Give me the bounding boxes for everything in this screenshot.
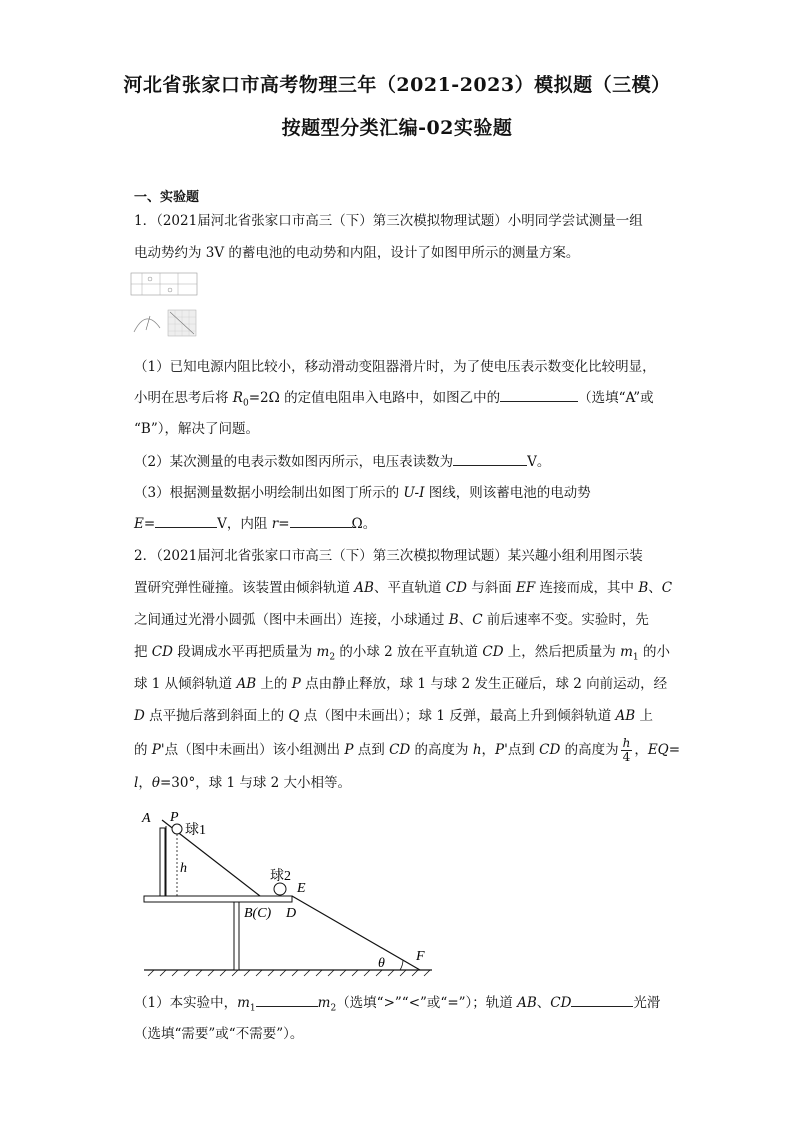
doc-title-line1: 河北省张家口市高考物理三年（2021-2023）模拟题（三模） bbox=[123, 74, 671, 96]
unit-text: V。 bbox=[527, 454, 551, 470]
label-ball2: 球2 bbox=[270, 869, 291, 884]
circuit-thumbnail-image bbox=[130, 270, 200, 340]
var-q: Q bbox=[288, 708, 300, 724]
q1-text: V，内阻 bbox=[217, 516, 272, 532]
q1-stem-line2: 电动势约为 3V 的蓄电池的电动势和内阻，设计了如图甲所示的测量方案。 bbox=[134, 245, 580, 261]
ground-hatch bbox=[148, 970, 430, 976]
q1-part1-line2 bbox=[134, 387, 654, 414]
q2-text: 点平抛后落到斜面上的 bbox=[144, 708, 289, 724]
q2-text: 、平直轨道 bbox=[373, 580, 446, 596]
q1-text: 图线，则该蓄电池的电动势 bbox=[424, 485, 591, 501]
var-d: D bbox=[134, 708, 145, 724]
fraction-numerator: h bbox=[622, 736, 631, 750]
q2-text: 点到 bbox=[507, 742, 540, 758]
var-m: m bbox=[316, 644, 330, 660]
subscript: 2 bbox=[330, 1003, 337, 1014]
var-ab: AB bbox=[354, 580, 374, 596]
q2-text: 、 bbox=[458, 612, 473, 628]
resistance-variable: r bbox=[271, 516, 279, 532]
var-b: B bbox=[448, 612, 459, 628]
q2-line1: 2．（2021届河北省张家口市高三（下）第三次模拟物理试题）某兴趣小组利用图示装 bbox=[134, 548, 643, 564]
q2-text: 球 1 从倾斜轨道 bbox=[134, 676, 237, 692]
q1-part3-line1 bbox=[134, 483, 591, 503]
var-p: P bbox=[291, 676, 301, 692]
q2-text: （选填“>”“<”或“=”）；轨道 bbox=[336, 995, 518, 1011]
q2-part1-line1 bbox=[134, 992, 660, 1019]
answer-blank-smooth[interactable] bbox=[571, 992, 633, 1007]
q2-text: 、 bbox=[536, 995, 551, 1011]
q2-text: 的小 bbox=[638, 644, 670, 660]
table-leg bbox=[234, 902, 239, 970]
label-p: P bbox=[170, 810, 179, 825]
var-theta: θ bbox=[151, 775, 160, 791]
fraction-h-over-4 bbox=[621, 737, 633, 764]
slope-ef bbox=[292, 896, 420, 970]
q2-line3 bbox=[134, 610, 649, 630]
q2-part1-line2: （选填“需要”或“不需要”）。 bbox=[134, 1026, 304, 1042]
q2-text: 的高度为 bbox=[410, 742, 473, 758]
var-m: m bbox=[620, 644, 633, 660]
var-p-prime: P' bbox=[495, 742, 508, 758]
equals-sign: = bbox=[278, 516, 290, 532]
q1-stem-line1: 1．（2021届河北省张家口市高三（下）第三次模拟物理试题）小明同学尝试测量一组 bbox=[134, 213, 643, 229]
var-ab: AB bbox=[236, 676, 257, 692]
q2-text: 段调成水平再把质量为 bbox=[172, 644, 317, 660]
var-c: C bbox=[661, 580, 673, 596]
answer-blank-internal-resistance[interactable] bbox=[290, 513, 352, 528]
q2-line8 bbox=[134, 773, 351, 793]
r0-variable: R bbox=[232, 390, 243, 406]
q1-text: （2）某次测量的电表示数如图丙所示，电压表读数为 bbox=[134, 454, 454, 470]
q2-text: 光滑 bbox=[633, 995, 661, 1011]
q2-text: 点到 bbox=[353, 742, 390, 758]
var-cd: CD bbox=[445, 580, 467, 596]
q2-line4 bbox=[134, 642, 670, 668]
q1-part1-line3: “B”），解决了问题。 bbox=[134, 421, 259, 437]
q2-text: 上 bbox=[635, 708, 653, 724]
section-heading: 一、实验题 bbox=[134, 190, 200, 205]
q1-figure-thumbnails bbox=[130, 270, 200, 340]
answer-blank-emf[interactable] bbox=[155, 513, 217, 528]
label-f: F bbox=[416, 949, 425, 964]
equals-sign: = bbox=[143, 516, 156, 532]
var-ab: AB bbox=[615, 708, 636, 724]
q2-line2 bbox=[134, 578, 672, 598]
q2-text: 连接而成，其中 bbox=[535, 580, 639, 596]
fraction-denominator: 4 bbox=[622, 750, 631, 764]
label-d: D bbox=[286, 906, 297, 921]
q2-text: 上的 bbox=[256, 676, 292, 692]
q1-text: =2Ω 的定值电阻串入电路中，如图乙中的 bbox=[248, 390, 501, 406]
var-c: C bbox=[472, 612, 483, 628]
label-bc: B(C) bbox=[244, 906, 272, 921]
q1-text: （3）根据测量数据小明绘制出如图丁所示的 bbox=[134, 485, 404, 501]
var-cd: CD bbox=[550, 995, 572, 1011]
q2-text: 的小球 2 放在平直轨道 bbox=[335, 644, 483, 660]
q2-text: =30°，球 1 与球 2 大小相等。 bbox=[159, 775, 352, 791]
q2-text: ， bbox=[634, 742, 648, 758]
answer-blank-mass-compare[interactable] bbox=[256, 992, 318, 1007]
q2-text: 上，然后把质量为 bbox=[503, 644, 621, 660]
unit-text: Ω。 bbox=[351, 516, 377, 532]
var-ef: EF bbox=[516, 580, 536, 596]
equals-sign: = bbox=[668, 742, 681, 758]
subscript: 2 bbox=[329, 652, 336, 663]
q2-line6 bbox=[134, 706, 653, 726]
label-a: A bbox=[142, 811, 151, 826]
q2-text: 的 bbox=[134, 742, 152, 758]
q1-text: 小明在思考后将 bbox=[134, 390, 233, 406]
label-h: h bbox=[180, 861, 187, 876]
q2-text: 把 bbox=[134, 644, 152, 660]
ball1 bbox=[172, 824, 182, 834]
label-ball1: 球1 bbox=[185, 823, 206, 838]
q2-text: ， bbox=[481, 742, 496, 758]
var-p: P bbox=[344, 742, 354, 758]
label-e: E bbox=[297, 881, 306, 896]
var-ab: AB bbox=[517, 995, 537, 1011]
var-cd: CD bbox=[389, 742, 411, 758]
theta-arc bbox=[400, 960, 403, 970]
q1-part2 bbox=[134, 451, 550, 472]
var-cd: CD bbox=[539, 742, 561, 758]
label-theta: θ bbox=[378, 956, 385, 971]
var-eq: EQ bbox=[647, 742, 669, 758]
q2-text: （1）本实验中， bbox=[134, 995, 238, 1011]
q2-text: 点（图中未画出）该小组测出 bbox=[164, 742, 345, 758]
q1-text: （选填“A”或 bbox=[578, 390, 654, 406]
var-cd: CD bbox=[482, 644, 504, 660]
var-h: h bbox=[472, 742, 482, 758]
collision-apparatus-diagram bbox=[140, 810, 440, 982]
q2-text: 前后速率不变。实验时，先 bbox=[482, 612, 649, 628]
q2-text: 点（图中未画出）；球 1 反弹，最高上升到倾斜轨道 bbox=[299, 708, 616, 724]
q2-text: 的高度为 bbox=[560, 742, 619, 758]
var-m: m bbox=[237, 995, 250, 1011]
q2-text: 点由静止释放，球 1 与球 2 发生正碰后，球 2 向前运动，经 bbox=[300, 676, 668, 692]
answer-blank-circuit-choice[interactable] bbox=[500, 387, 578, 402]
q2-text: 之间通过光滑小圆弧（图中未画出）连接，小球通过 bbox=[134, 612, 449, 628]
q2-line5 bbox=[134, 674, 667, 694]
doc-title-line2: 按题型分类汇编-02实验题 bbox=[281, 117, 513, 139]
q1-part1-line1: （1）已知电源内阻比较小，移动滑动变阻器滑片时，为了使电压表示数变化比较明显， bbox=[134, 359, 656, 375]
q2-text: 、 bbox=[648, 580, 662, 596]
var-l: l bbox=[134, 775, 139, 791]
incline-support-post bbox=[160, 828, 165, 896]
ball2 bbox=[274, 883, 286, 895]
answer-blank-voltage[interactable] bbox=[453, 451, 527, 466]
q2-text: 置研究弹性碰撞。该装置由倾斜轨道 bbox=[134, 580, 355, 596]
subscript: 1 bbox=[632, 652, 639, 663]
ui-variable: U-I bbox=[403, 485, 425, 501]
var-b: B bbox=[638, 580, 649, 596]
r0-subscript: 0 bbox=[242, 398, 249, 409]
var-m: m bbox=[317, 995, 331, 1011]
q1-part3-line2 bbox=[134, 513, 376, 534]
var-cd: CD bbox=[151, 644, 173, 660]
q2-text: 与斜面 bbox=[466, 580, 517, 596]
subscript: 1 bbox=[249, 1003, 256, 1014]
q2-text: ， bbox=[138, 775, 152, 791]
emf-variable: E bbox=[134, 516, 144, 532]
horizontal-track-cd bbox=[144, 896, 292, 902]
var-p-prime: P' bbox=[151, 742, 165, 758]
q2-line7 bbox=[134, 737, 680, 764]
